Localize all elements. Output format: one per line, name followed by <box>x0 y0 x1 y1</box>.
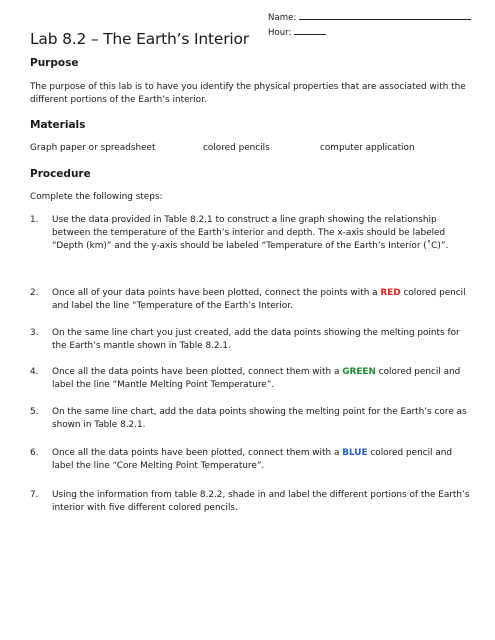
step-6 <box>30 447 470 473</box>
name-label: Name: <box>268 13 297 23</box>
step-4 <box>30 366 470 392</box>
page-title: Lab 8.2 – The Earth’s Interior <box>30 30 249 48</box>
student-info <box>268 9 471 39</box>
hour-blank[interactable] <box>294 24 326 35</box>
red-color-word: RED <box>380 288 401 298</box>
step-text-after: colored pencil and label the line “Mantle Melting Point Temperature”. <box>52 367 461 390</box>
name-row <box>268 9 471 24</box>
material-item: computer application <box>320 143 415 153</box>
step-text <box>52 366 470 392</box>
step-text-before: Once all the data points have been plotted, connect them with a <box>52 367 343 377</box>
step-text: On the same line chart, add the data points showing the melting point for the Earth’s core as shown in Table 8.2.1. <box>52 407 467 430</box>
step-5 <box>30 406 470 432</box>
procedure-heading: Procedure <box>30 168 91 180</box>
step-2 <box>30 287 470 313</box>
hour-label: Hour: <box>268 28 292 39</box>
step-3 <box>30 327 470 353</box>
step-text: On the same line chart you just created, add the data points showing the melting points for the Earth’s mantle shown in Table 8.2.1. <box>52 328 460 351</box>
step-text-before: Once all of your data points have been plotted, connect the points with a <box>52 288 381 298</box>
green-color-word: GREEN <box>342 367 376 377</box>
step-1 <box>30 214 470 253</box>
step-number: 5. <box>30 407 39 417</box>
step-text: Using the information from table 8.2.2, shade in and label the different portions of the Earth’s interior with five different colored pencils. <box>52 490 470 513</box>
hour-row <box>268 24 471 39</box>
blue-color-word: BLUE <box>342 448 368 458</box>
material-item: colored pencils <box>203 143 270 153</box>
purpose-text: The purpose of this lab is to have you identify the physical properties that are associated with the different portions of the Earth’s interior. <box>30 82 466 105</box>
step-text-after: colored pencil and label the line “Core Melting Point Temperature”. <box>52 448 453 471</box>
step-text: Use the data provided in Table 8.2.1 to construct a line graph showing the relationship between the temperature of the Earth’s interior and depth. The x-axis should be labeled “Depth (km)” and the y-axis should be labeled “Temperature of the Earth’s Interior (˚C)”. <box>52 215 449 251</box>
purpose-heading: Purpose <box>30 57 79 69</box>
materials-heading: Materials <box>30 119 86 131</box>
material-item: Graph paper or spreadsheet <box>30 143 156 153</box>
name-blank[interactable] <box>299 9 471 20</box>
step-text <box>52 287 470 313</box>
step-number: 4. <box>30 367 39 377</box>
step-number: 2. <box>30 288 39 298</box>
step-text-before: Once all the data points have been plotted, connect them with a <box>52 448 343 458</box>
step-number: 1. <box>30 215 39 225</box>
step-number: 3. <box>30 328 39 338</box>
step-number: 7. <box>30 490 39 500</box>
procedure-intro: Complete the following steps: <box>30 192 163 202</box>
step-text-after: colored pencil and label the line “Temperature of the Earth’s Interior. <box>52 288 466 311</box>
step-number: 6. <box>30 448 39 458</box>
step-7 <box>30 489 470 515</box>
step-text <box>52 447 470 473</box>
